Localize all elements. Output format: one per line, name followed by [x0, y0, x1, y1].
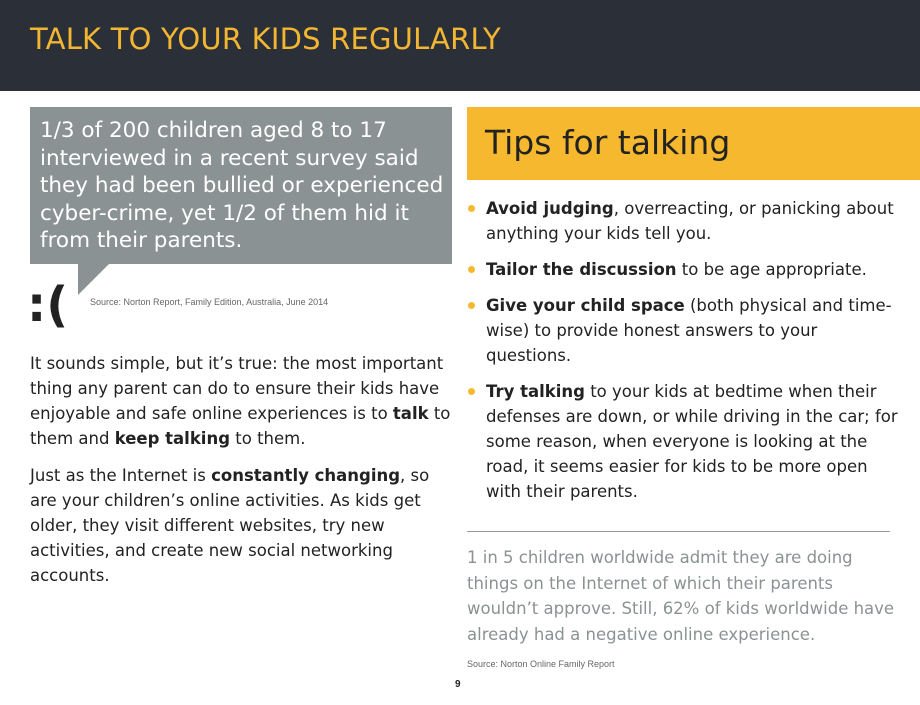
- intro-body: [30, 351, 455, 600]
- quote-text: 1/3 of 200 children aged 8 to 17 interviewed in a recent survey said they had been bullied or experienced cyber-crime, yet 1/2 of them hid it from their parents.: [40, 118, 444, 253]
- intro-p1-text-c: to them and: [30, 404, 451, 448]
- statistic-source: Source: Norton Online Family Report: [467, 659, 615, 669]
- page-number: 9: [455, 679, 461, 690]
- intro-p2-bold-constantly-changing: constantly changing: [211, 466, 401, 485]
- intro-p1-text-a: It sounds simple, but it’s true: the most important thing any parent can do to ensure their kids have enjoyable and safe online experiences is to: [30, 354, 444, 423]
- tip-item-tailor-discussion: [466, 257, 906, 282]
- bullet-icon: [468, 205, 475, 212]
- tip-text: (both physical and time-wise) to provide honest answers to your questions.: [486, 296, 892, 365]
- tip-item-avoid-judging: [466, 196, 906, 246]
- quote-source: Source: Norton Report, Family Edition, Australia, June 2014: [90, 297, 329, 307]
- tip-text: to be age appropriate.: [676, 260, 867, 279]
- intro-paragraph-1: [30, 351, 455, 451]
- tips-list: [466, 196, 906, 515]
- tip-item-try-talking: [466, 379, 906, 504]
- tips-header-band: [467, 107, 920, 180]
- section-divider: [467, 531, 890, 532]
- intro-p1-text-e: to them.: [230, 429, 306, 448]
- tip-text: , overreacting, or panicking about anything your kids tell you.: [486, 199, 894, 243]
- quote-bubble: [30, 107, 452, 264]
- tip-bold: Try talking: [486, 382, 585, 401]
- sad-face-emoticon: :(: [27, 277, 69, 333]
- tip-item-give-space: [466, 293, 906, 368]
- tip-bold: Tailor the discussion: [486, 260, 677, 279]
- tip-text: to your kids at bedtime when their defenses are down, or while driving in the car; for some reason, when everyone is looking at the road, it seems easier for kids to be more open with their parents.: [486, 382, 898, 501]
- bullet-icon: [468, 266, 475, 273]
- tip-bold: Give your child space: [486, 296, 685, 315]
- page-header: [0, 0, 920, 91]
- intro-p1-bold-talk: talk: [392, 404, 429, 423]
- tips-title: Tips for talking: [485, 123, 731, 162]
- tip-bold: Avoid judging: [486, 199, 614, 218]
- quote-bubble-tail: [78, 263, 110, 295]
- intro-p2-text-a: Just as the Internet is: [30, 466, 212, 485]
- page-title: TALK TO YOUR KIDS REGULARLY: [30, 22, 501, 56]
- intro-paragraph-2: [30, 463, 455, 588]
- statistic-text: 1 in 5 children worldwide admit they are doing things on the Internet of which their parents wouldn’t approve. Still, 62% of kids worldwide have already had a negative online experience.: [467, 548, 895, 644]
- intro-p1-bold-keep-talking: keep talking: [114, 429, 231, 448]
- intro-p2-text-c: , so are your children’s online activities. As kids get older, they visit different websites, try new activities, and create new social networking accounts.: [30, 466, 430, 585]
- bullet-icon: [468, 388, 475, 395]
- bullet-icon: [468, 302, 475, 309]
